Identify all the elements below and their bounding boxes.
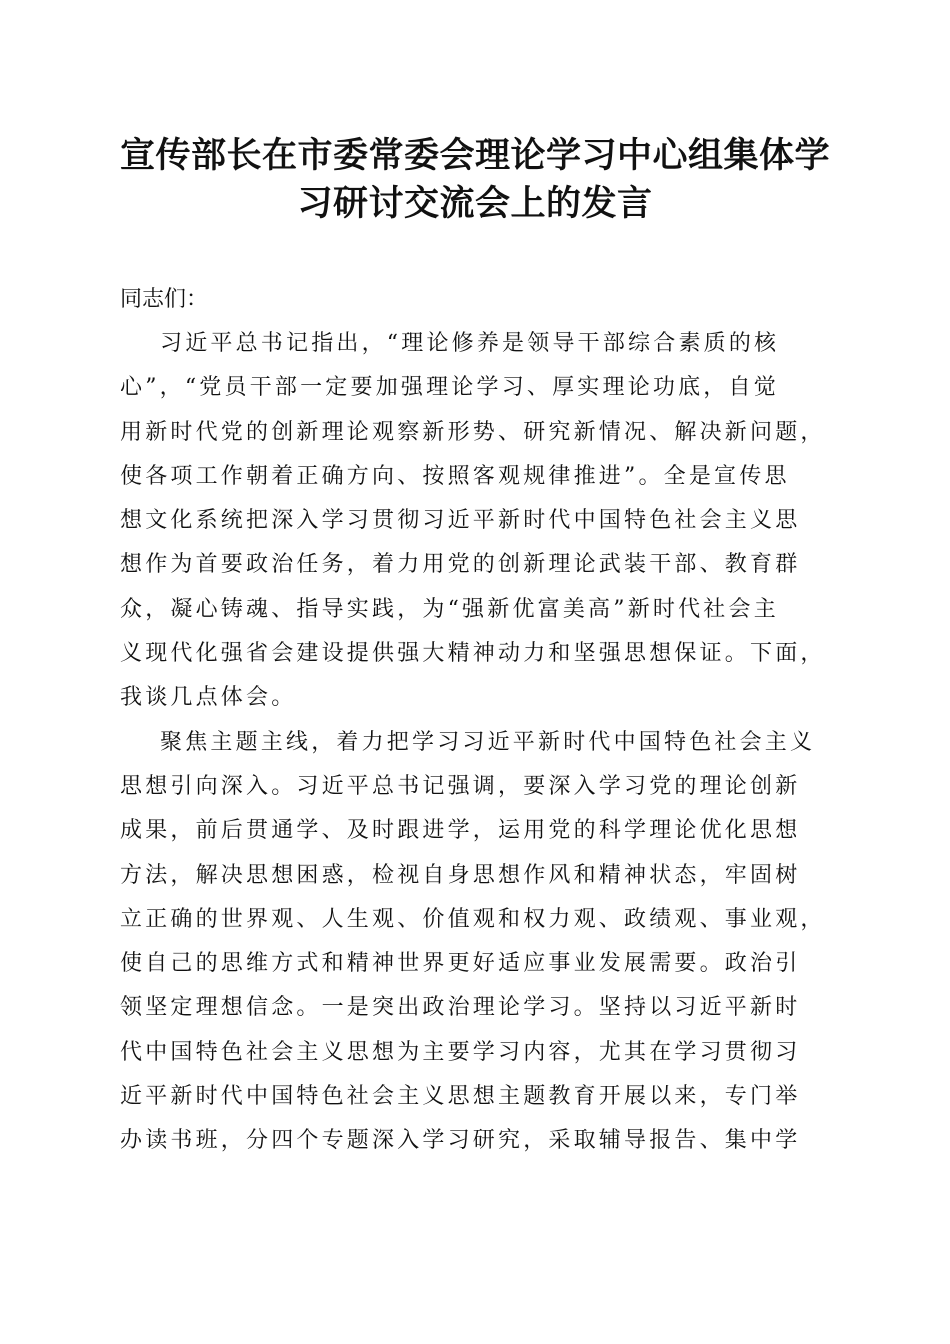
document-title	[100, 132, 850, 228]
paragraph-line: 众，凝心铸魂、指导实践，为“强新优富美高”新时代社会主	[120, 596, 779, 622]
paragraph-line: 思想引向深入。习近平总书记强调，要深入学习党的理论创新	[120, 773, 801, 799]
paragraph-line: 习近平总书记指出，“理论修养是领导干部综合素质的核	[160, 331, 780, 356]
paragraph-line: 聚焦主题主线，着力把学习习近平新时代中国特色社会主义	[160, 729, 816, 755]
paragraph-line: 心”，“党员干部一定要加强理论学习、厚实理论功底，自觉	[120, 375, 779, 401]
paragraph-line: 近平新时代中国特色社会主义思想主题教育开展以来，专门举	[120, 1084, 801, 1110]
paragraph-line: 我谈几点体会。	[120, 685, 297, 711]
paragraph-line: 成果，前后贯通学、及时跟进学，运用党的科学理论优化思想	[120, 818, 801, 844]
paragraph-2	[120, 721, 836, 1164]
paragraph-line: 领坚定理想信念。一是突出政治理论学习。坚持以习近平新时	[120, 995, 801, 1021]
title-line: 宣传部长在市委常委会理论学习中心组集体学	[119, 135, 830, 176]
paragraph-line: 方法，解决思想困惑，检视自身思想作风和精神状态，牢固树	[120, 862, 801, 888]
paragraph-line: 用新时代党的创新理论观察新形势、研究新情况、解决新问题，	[120, 419, 826, 445]
paragraph-line: 立正确的世界观、人生观、价值观和权力观、政绩观、事业观，	[120, 906, 826, 932]
paragraph-line: 办读书班，分四个专题深入学习研究，采取辅导报告、集中学	[120, 1128, 801, 1154]
paragraph-1	[120, 322, 836, 721]
paragraph-line: 代中国特色社会主义思想为主要学习内容，尤其在学习贯彻习	[120, 1039, 801, 1065]
paragraph-line: 使自己的思维方式和精神世界更好适应事业发展需要。政治引	[120, 951, 801, 977]
paragraph-line: 使各项工作朝着正确方向、按照客观规律推进”。全是宣传思	[120, 463, 790, 489]
salutation: 同志们：	[120, 287, 209, 312]
paragraph-line: 想文化系统把深入学习贯彻习近平新时代中国特色社会主义思	[120, 508, 801, 534]
paragraph-line: 义现代化强省会建设提供强大精神动力和坚强思想保证。下面，	[120, 641, 826, 667]
document-body	[120, 278, 836, 1164]
paragraph-line: 想作为首要政治任务，着力用党的创新理论武装干部、教育群	[120, 552, 801, 578]
title-line: 习研讨交流会上的发言	[297, 183, 653, 224]
